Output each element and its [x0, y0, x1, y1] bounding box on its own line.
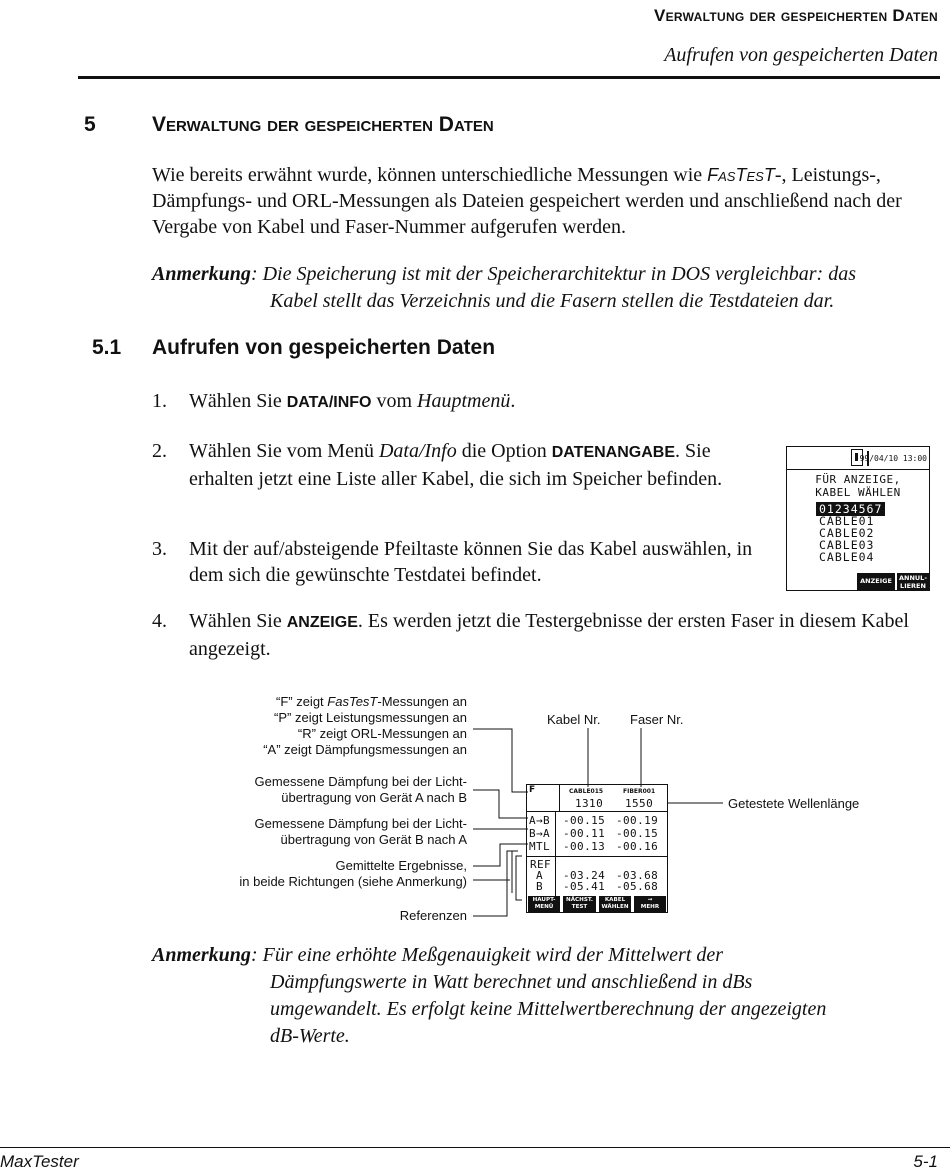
- note-label: Anmerkung: [152, 263, 251, 285]
- value-ref-b-1550: -05.68: [616, 880, 659, 893]
- lcd-datetime: 99/04/10 13:00: [859, 454, 927, 463]
- label-fiber-number: Faser Nr.: [630, 712, 684, 727]
- chapter-title: Verwaltung der gespeicherten Daten: [152, 113, 494, 136]
- value-ba-1310: -00.11: [563, 827, 606, 840]
- step-4: 4. Wählen Sie ANZEIGE. Es werden jetzt die Testergebnisse der ersten Faser in diesem Kabel angezeigt.: [152, 610, 909, 660]
- value-ba-1550: -00.15: [616, 827, 659, 840]
- brand-fastest: FasTesT: [707, 165, 775, 185]
- value-ref-b-1310: -05.41: [563, 880, 606, 893]
- value-ab-1550: -00.19: [616, 814, 659, 827]
- label-attenuation-b-to-a: Gemessene Dämpfung bei der Licht- übertragung von Gerät B nach A: [254, 816, 467, 847]
- row-label-mtl: MTL: [529, 840, 551, 853]
- softkey-select-cable[interactable]: KABEL WÄHLEN: [599, 896, 631, 913]
- value-mtl-1310: -00.13: [563, 840, 606, 853]
- softkey-next-test[interactable]: NÄCHST. TEST: [563, 896, 596, 913]
- section-number: 5.1: [92, 336, 122, 359]
- cable-item[interactable]: CABLE02: [819, 526, 875, 540]
- label-averaged-results: Gemittelte Ergebnisse, in beide Richtungen (siehe Anmerkung): [239, 858, 467, 889]
- section-title: Aufrufen von gespeicherten Daten: [152, 336, 496, 359]
- lcd-cable-name: CABLE015: [569, 788, 604, 795]
- footer-page-number: 5-1: [913, 1152, 938, 1171]
- row-label-b-to-a: B→A: [529, 827, 551, 840]
- label-attenuation-a-to-b: Gemessene Dämpfung bei der Licht- übertragung von Gerät A nach B: [254, 774, 467, 805]
- softkey-cancel[interactable]: ANNUL- LIEREN: [898, 574, 928, 590]
- footer-product-name: MaxTester: [0, 1152, 79, 1171]
- row-label-ref: REF: [530, 858, 552, 871]
- note-averaging: Anmerkung: Für eine erhöhte Meßgenauigkeit wird der Mittelwert der Dämpfungswerte in Watt berechnet und anschließend in dBs umgewandelt. Es erfolgt keine Mittelwertberechnung der angezeigten dB-Werte.: [152, 944, 827, 1047]
- lcd-results-screen: [526, 784, 668, 913]
- note-storage: Anmerkung: Die Speicherung ist mit der Speicherarchitektur in DOS vergleichbar: das Kabel stellt das Verzeichnis und die Fasern stellen die Testdateien dar.: [152, 263, 856, 312]
- cable-item[interactable]: CABLE03: [819, 538, 875, 552]
- cable-item[interactable]: CABLE04: [819, 550, 875, 564]
- value-ref-a-1550: -03.68: [616, 869, 659, 882]
- label-mode-indicators: “F” zeigt FasTesT-Messungen an “P” zeigt Leistungsmessungen an “R” zeigt ORL-Messungen an “A” zeigt Dämpfungsmessungen an: [263, 694, 467, 757]
- step-1: 1. Wählen Sie DATA/INFO vom Hauptmenü.: [152, 390, 516, 412]
- label-references: Referenzen: [399, 908, 467, 923]
- row-label-ref-b: B: [536, 880, 544, 893]
- row-label-ref-a: A: [536, 869, 544, 882]
- step-3: 3. Mit der auf/absteigende Pfeiltaste können Sie das Kabel auswählen, in dem sich die gewünschte Testdatei befindet.: [152, 538, 753, 586]
- softkey-display[interactable]: ANZEIGE: [857, 573, 895, 590]
- running-header-section: Aufrufen von gespeicherten Daten: [664, 44, 938, 66]
- softkey-more[interactable]: → MEHR: [634, 896, 666, 913]
- lcd-wavelength-2: 1550: [625, 797, 654, 810]
- value-ab-1310: -00.15: [563, 814, 606, 827]
- cable-item[interactable]: CABLE01: [819, 514, 875, 528]
- intro-paragraph: Wie bereits erwähnt wurde, können unterschiedliche Messungen wie FasTesT-, Leistungs-, Dämpfungs- und ORL-Messungen als Dateien gespeichert werden und anschließend nach der Vergabe von Kabel und Faser-Nummer aufgerufen werden.: [152, 164, 902, 238]
- value-mtl-1550: -00.16: [616, 840, 659, 853]
- label-tested-wavelength: Getestete Wellenlänge: [728, 796, 860, 811]
- row-label-a-to-b: A→B: [529, 814, 551, 827]
- label-cable-number: Kabel Nr.: [547, 712, 601, 727]
- lcd-fiber-name: FIBER001: [623, 788, 656, 795]
- lcd-mode-indicator: F: [529, 785, 536, 795]
- value-ref-a-1310: -03.24: [563, 869, 606, 882]
- cable-item-selected[interactable]: 01234567: [816, 502, 885, 516]
- softkey-main-menu[interactable]: HAUPT- MENÜ: [528, 896, 560, 913]
- footer-rule: [0, 1147, 950, 1148]
- lcd-wavelength-1: 1310: [575, 797, 604, 810]
- running-header-chapter: Verwaltung der gespeicherten Daten: [653, 6, 938, 25]
- step-2: 2. Wählen Sie vom Menü Data/Info die Option DATENANGABE. Sie erhalten jetzt eine Liste aller Kabel, die sich im Speicher befinden.: [152, 440, 723, 490]
- note-label: Anmerkung: [152, 944, 251, 966]
- chapter-number: 5: [84, 113, 96, 136]
- lcd-prompt: FÜR ANZEIGE, KABEL WÄHLEN: [815, 473, 901, 499]
